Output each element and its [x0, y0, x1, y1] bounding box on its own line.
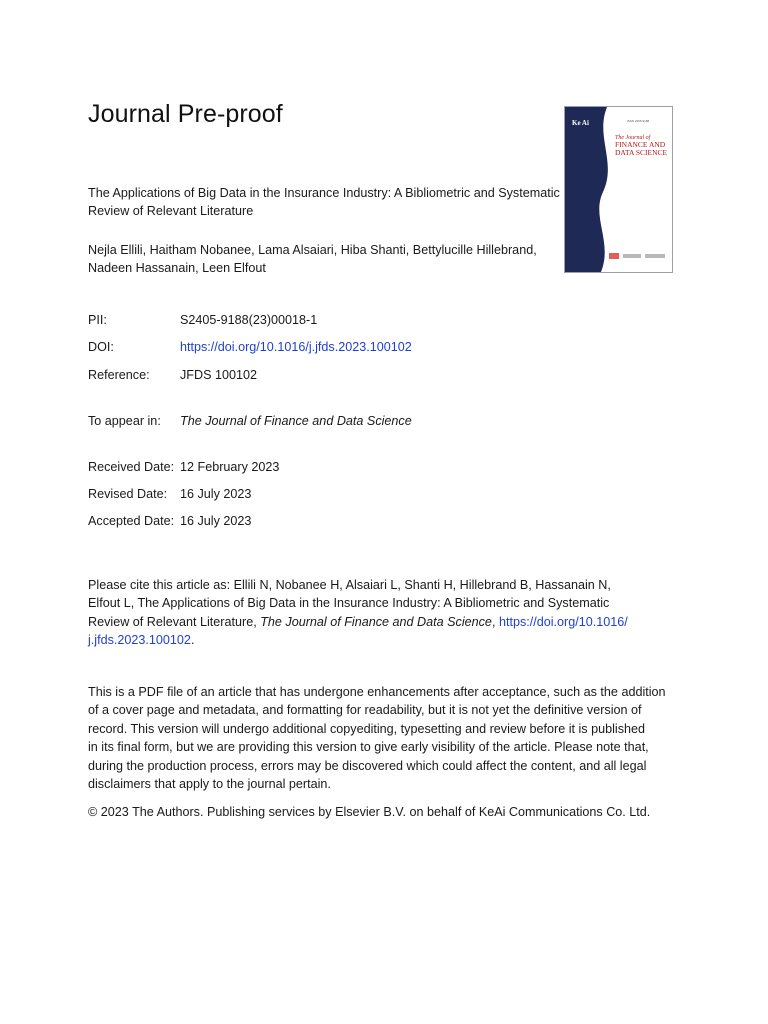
pii-value: S2405-9188(23)00018-1 — [180, 313, 318, 327]
author-list — [88, 241, 558, 277]
doi-label: DOI: — [88, 340, 114, 354]
author-line: Nadeen Hassanain, Leen Elfout — [88, 261, 266, 275]
article-title — [88, 184, 568, 220]
journal-name: The Journal of Finance and Data Science — [180, 414, 412, 428]
notice-line: disclaimers that apply to the journal pertain. — [88, 777, 331, 792]
journal-cover-image — [564, 106, 673, 273]
citation-paragraph — [88, 576, 648, 650]
cover-journal-name: FINANCE AND DATA SCIENCE — [615, 140, 668, 157]
citation-doi-link[interactable]: https://doi.org/10.1016/ — [498, 614, 628, 629]
page-title: Journal Pre-proof — [88, 100, 283, 128]
accepted-date-label: Accepted Date: — [88, 514, 175, 528]
revised-date-label: Revised Date: — [88, 487, 168, 501]
reference-value: JFDS 100102 — [180, 368, 258, 382]
appear-in-label: To appear in: — [88, 414, 161, 428]
citation-text: Review of Relevant Literature, — [88, 614, 261, 629]
citation-line — [88, 613, 648, 631]
article-title-line: Review of Relevant Literature — [88, 204, 254, 218]
author-line: Nejla Ellili, Haitham Nobanee, Lama Alsaiari, Hiba Shanti, Bettylucille Hillebrand, — [88, 243, 537, 257]
received-date-label: Received Date: — [88, 460, 175, 474]
reference-label: Reference: — [88, 368, 150, 382]
received-date-value: 12 February 2023 — [180, 460, 280, 474]
cover-artwork — [565, 107, 672, 272]
accepted-date-value: 16 July 2023 — [180, 514, 252, 528]
doi-link[interactable]: https://doi.org/10.1016/j.jfds.2023.100102 — [180, 340, 412, 354]
citation-separator: , — [491, 614, 499, 629]
revised-date-value: 16 July 2023 — [180, 487, 252, 501]
preproof-notice — [88, 683, 668, 793]
notice-line: of a cover page and metadata, and formatting for readability, but it is not yet the definitive version of — [88, 703, 642, 718]
notice-line: This is a PDF file of an article that has undergone enhancements after acceptance, such as the addition — [88, 685, 666, 699]
cover-journal-prefix: The Journal of — [615, 135, 651, 141]
copyright-notice: © 2023 The Authors. Publishing services by Elsevier B.V. on behalf of KeAi Communications Co. Ltd. — [88, 805, 651, 819]
cover-issn: ISSN 2405-9188 — [627, 119, 650, 123]
notice-line: in its final form, but we are providing this version to give early visibility of the article. Please note that, — [88, 740, 649, 755]
citation-journal: The Journal of Finance and Data Science — [260, 614, 492, 629]
citation-line — [88, 631, 648, 649]
cover-publisher-logo: Ke Ai — [572, 119, 589, 127]
citation-line: Please cite this article as: Ellili N, Nobanee H, Alsaiari L, Shanti H, Hillebrand B, Hassanain N, — [88, 578, 611, 592]
citation-end: . — [190, 633, 195, 648]
notice-line: record. This version will undergo additional copyediting, typesetting and review before it is published — [88, 721, 646, 736]
pii-label: PII: — [88, 313, 107, 327]
article-title-line: The Applications of Big Data in the Insurance Industry: A Bibliometric and Systematic — [88, 186, 560, 200]
citation-line: Elfout L, The Applications of Big Data in the Insurance Industry: A Bibliometric and Systematic — [88, 596, 610, 611]
notice-line: during the production process, errors may be discovered which could affect the content, and all legal — [88, 758, 647, 773]
citation-doi-link-continued[interactable]: j.jfds.2023.100102 — [88, 633, 191, 648]
